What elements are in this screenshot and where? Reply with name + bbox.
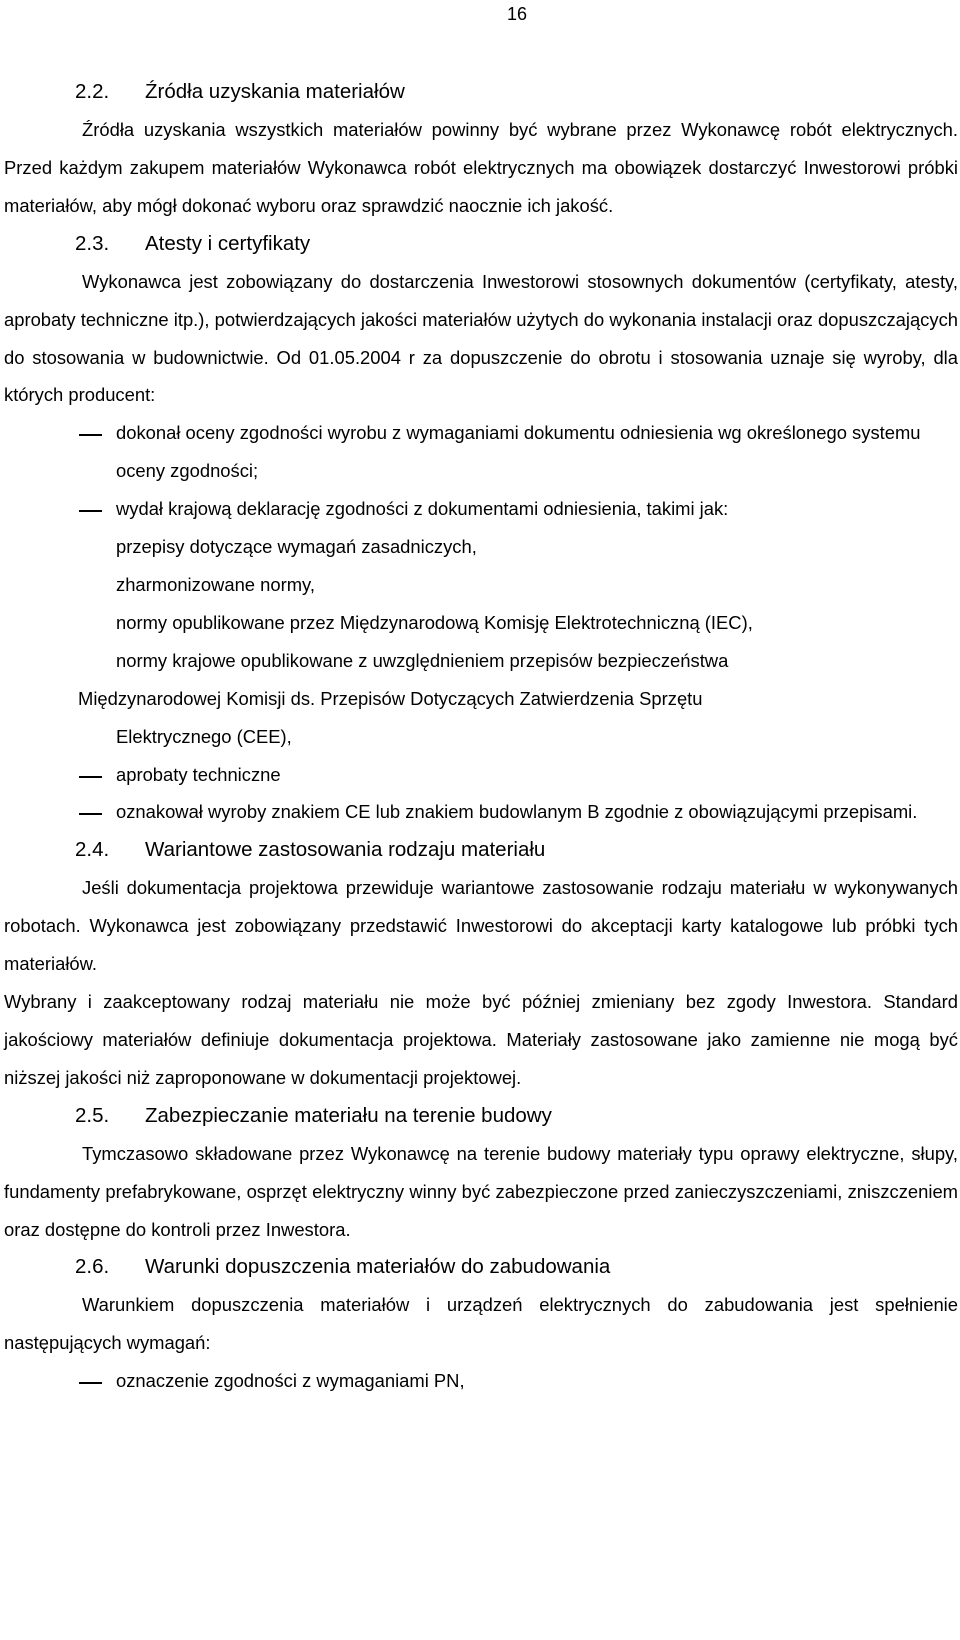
paragraph: Wybrany i zaakceptowany rodzaj materiału nie może być później zmieniany bez zgody Inwestora. Standard jakościowy materiałów definiuje dokumentacja projektowa. Materiały zastosowane jako zamienne nie mogą być niższej jakości niż zaproponowane w dokumentacji projektowej. — [4, 991, 958, 1088]
section-heading-2-3 — [4, 225, 958, 263]
sublist-item: zharmonizowane normy, — [116, 573, 315, 595]
section-number: 2.6. — [75, 1255, 110, 1279]
dash-bullet-icon — [4, 414, 116, 490]
list-item — [4, 793, 958, 831]
section-title: Atesty i certyfikaty — [145, 231, 311, 255]
section-heading-2-2 — [4, 73, 958, 111]
section-title: Warunki dopuszczenia materiałów do zabudowania — [145, 1255, 611, 1279]
list-item — [4, 414, 958, 490]
paragraph: Jeśli dokumentacja projektowa przewiduje wariantowe zastosowanie rodzaju materiału w wykonywanych robotach. Wykonawca jest zobowiązany przedstawić Inwestorowi do akceptacji karty katalogowe lub próbki tych materiałów. — [4, 877, 958, 975]
sublist-item: normy opublikowane przez Międzynarodową Komisję Elektrotechniczną (IEC), — [116, 611, 753, 633]
page-number: 16 — [507, 4, 528, 24]
list-item-text: wydał krajową deklarację zgodności z dokumentami odniesienia, takimi jak: — [116, 498, 729, 520]
section-number: 2.4. — [75, 838, 110, 862]
section-title: Wariantowe zastosowania rodzaju materiału — [145, 838, 546, 862]
list-item-text: oznaczenie zgodności z wymaganiami PN, — [116, 1370, 465, 1392]
sublist-item: normy krajowe opublikowane z uwzględnieniem przepisów bezpieczeństwa — [116, 649, 729, 671]
list-item — [4, 756, 958, 794]
dash-bullet-icon — [4, 793, 116, 831]
sublist-item-continuation: Elektrycznego (CEE), — [116, 725, 292, 747]
section-heading-2-4 — [4, 831, 958, 869]
document-body — [4, 73, 958, 1400]
list-item — [4, 490, 958, 528]
list-item-text: oznakował wyroby znakiem CE lub znakiem budowlanym B zgodnie z obowiązującymi przepisami. — [116, 801, 918, 823]
list-item-text: aprobaty techniczne — [116, 763, 281, 785]
section-number: 2.5. — [75, 1103, 110, 1127]
section-heading-2-5 — [4, 1097, 958, 1135]
section-number: 2.2. — [75, 80, 110, 103]
paragraph: Warunkiem dopuszczenia materiałów i urządzeń elektrycznych do zabudowania jest spełnienie następujących wymagań: — [4, 1294, 958, 1354]
paragraph: Wykonawca jest zobowiązany do dostarczenia Inwestorowi stosownych dokumentów (certyfikaty, atesty, aprobaty techniczne itp.), potwierdzających jakości materiałów użytych do wykonania instalacji oraz dopuszczających do stosowania w budownictwie. Od 01.05.2004 r za dopuszczenie do obrotu i stosowania uznaje się wyroby, dla których producent: — [4, 270, 958, 406]
section-title: Źródła uzyskania materiałów — [145, 80, 405, 103]
section-heading-2-6 — [4, 1248, 958, 1286]
section-title: Zabezpieczanie materiału na terenie budowy — [145, 1103, 552, 1127]
section-number: 2.3. — [75, 231, 110, 255]
sublist-item: przepisy dotyczące wymagań zasadniczych, — [116, 536, 477, 558]
paragraph: Tymczasowo składowane przez Wykonawcę na terenie budowy materiały typu oprawy elektryczne, słupy, fundamenty prefabrykowane, osprzęt elektryczny winny być zabezpieczone przed zanieczyszczeniami, zniszczeniem oraz dostępne do kontroli przez Inwestora. — [4, 1142, 958, 1240]
dash-bullet-icon — [4, 490, 116, 528]
paragraph: Źródła uzyskania wszystkich materiałów powinny być wybrane przez Wykonawcę robót elektrycznych. Przed każdym zakupem materiałów Wykonawca robót elektrycznych ma obowiązek dostarczyć Inwestorowi próbki materiałów, aby mógł dokonać wyboru oraz sprawdzić naocznie ich jakość. — [4, 119, 958, 216]
list-item — [4, 1362, 958, 1400]
dash-bullet-icon — [4, 1362, 116, 1400]
dash-bullet-icon — [4, 756, 116, 794]
sublist-item-continuation: Międzynarodowej Komisji ds. Przepisów Dotyczących Zatwierdzenia Sprzętu — [78, 687, 703, 709]
list-item-text: dokonał oceny zgodności wyrobu z wymaganiami dokumentu odniesienia wg określonego systemu oceny zgodności; — [116, 422, 921, 482]
